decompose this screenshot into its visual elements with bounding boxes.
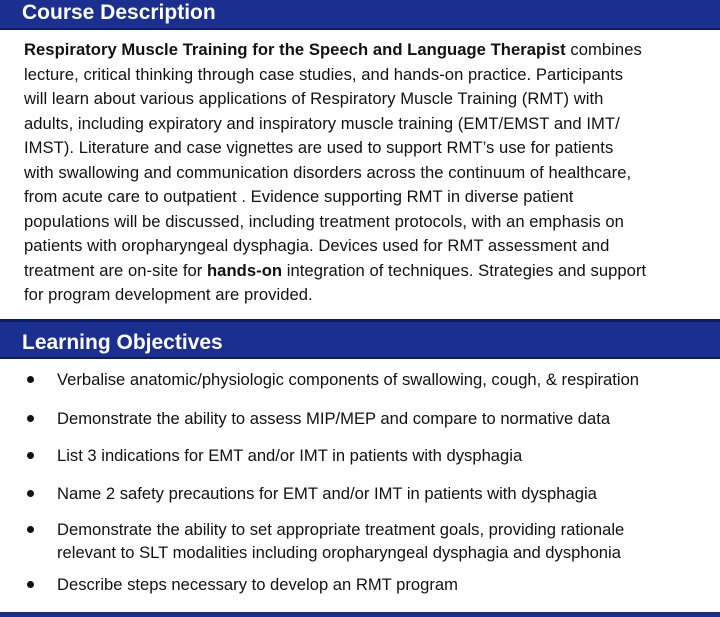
description-line: lecture, critical thinking through case studies, and hands-on practice. Participants xyxy=(24,64,624,84)
description-line: from acute care to outpatient . Evidence supporting RMT in diverse patient xyxy=(24,187,574,206)
description-line: populations will be discussed, including treatment protocols, with an emphasis on xyxy=(24,211,624,231)
description-line: with swallowing and communication disorders across the continuum of healthcare, xyxy=(24,162,632,182)
objective-text xyxy=(57,482,720,505)
bullet-icon xyxy=(27,490,34,497)
objective-line: Demonstrate the ability to assess MIP/MEP and compare to normative data xyxy=(57,409,611,428)
description-text: integration of techniques. Strategies and support xyxy=(282,260,647,280)
description-line: will learn about various applications of Respiratory Muscle Training (RMT) with xyxy=(24,89,604,108)
learning-objectives-title: Learning Objectives xyxy=(22,331,223,354)
description-line: adults, including expiratory and inspiratory muscle training (EMT/EMST and IMT/ xyxy=(24,113,620,133)
bullet-icon xyxy=(27,376,34,383)
objective-text xyxy=(57,573,720,596)
objective-line: Name 2 safety precautions for EMT and/or IMT in patients with dysphagia xyxy=(57,484,597,503)
course-description-body xyxy=(24,38,720,308)
objective-text xyxy=(57,368,720,391)
bottom-divider xyxy=(0,612,720,617)
course-title-bold: Respiratory Muscle Training for the Speech and Language Therapist xyxy=(24,40,566,59)
hands-on-bold: hands-on xyxy=(207,260,283,280)
objective-text xyxy=(57,444,720,467)
objective-line: relevant to SLT modalities including oropharyngeal dysphagia and dysphonia xyxy=(57,543,621,562)
bullet-icon xyxy=(27,526,34,533)
objective-line: Demonstrate the ability to set appropriate treatment goals, providing rationale xyxy=(57,520,625,539)
objective-text xyxy=(57,407,720,430)
objective-line: Verbalise anatomic/physiologic components of swallowing, cough, & respiration xyxy=(57,370,640,389)
course-description-title: Course Description xyxy=(22,1,216,24)
bullet-icon xyxy=(27,452,34,459)
course-description-header xyxy=(0,0,720,30)
description-text: treatment are on-site for xyxy=(24,260,207,280)
description-line xyxy=(24,38,720,63)
description-text: combines xyxy=(565,40,642,59)
bullet-icon xyxy=(27,581,34,588)
bullet-icon xyxy=(27,415,34,422)
description-line xyxy=(24,259,720,284)
objective-line: Describe steps necessary to develop an RMT program xyxy=(57,575,458,594)
objective-line: List 3 indications for EMT and/or IMT in patients with dysphagia xyxy=(57,446,523,465)
description-line: patients with oropharyngeal dysphagia. Devices used for RMT assessment and xyxy=(24,236,610,255)
description-line: IMST). Literature and case vignettes are used to support RMT’s use for patients xyxy=(24,138,614,157)
objective-text xyxy=(57,518,720,564)
description-line: for program development are provided. xyxy=(24,285,313,304)
learning-objectives-header xyxy=(0,319,720,359)
